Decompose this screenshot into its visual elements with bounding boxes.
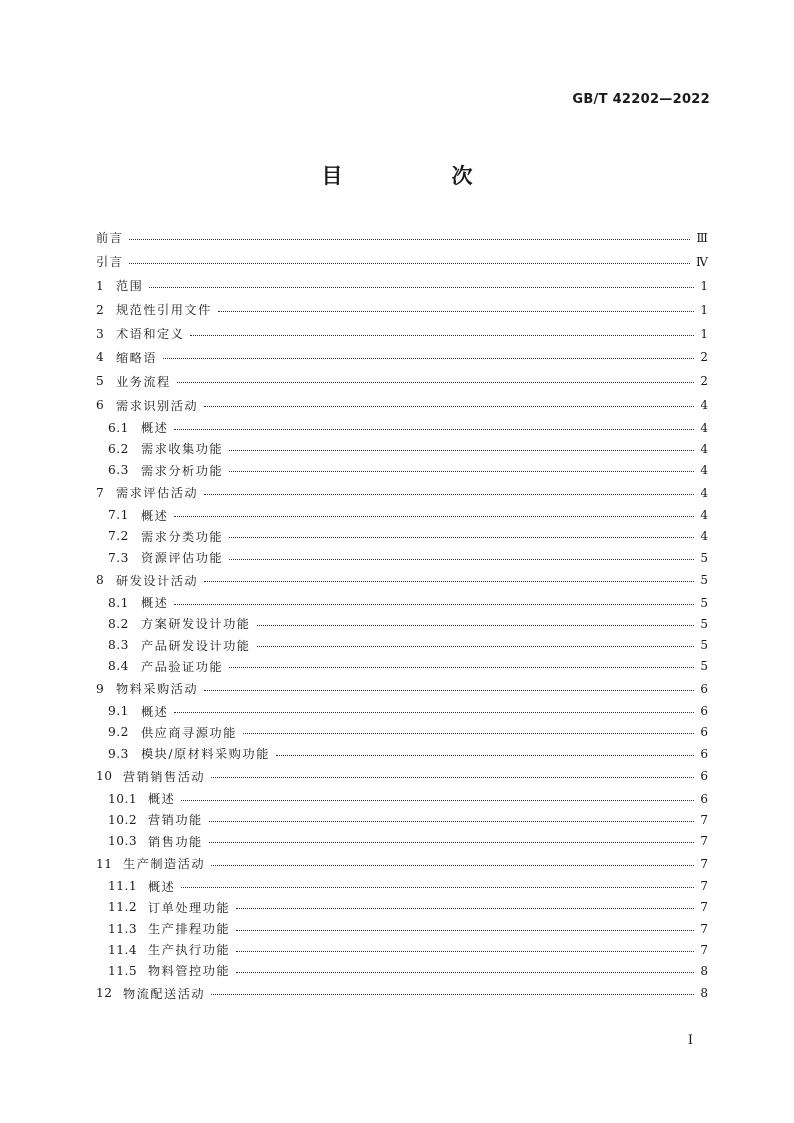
toc-entry-label: 方案研发设计功能 [141, 617, 251, 632]
toc-entry[interactable] [96, 677, 708, 701]
toc-entry-number: 11.1 [108, 879, 138, 894]
toc-entry-number: 4 [96, 350, 105, 365]
toc-entry-page: 6 [700, 704, 708, 719]
toc-entry-label: 生产制造活动 [123, 857, 206, 872]
dot-leader [163, 357, 694, 359]
toc-subentry[interactable] [96, 613, 708, 634]
toc-entry-number: 7 [96, 485, 105, 500]
toc-entry-page: Ⅳ [696, 254, 708, 269]
toc-entry-number: 3 [96, 326, 105, 341]
toc-entry-number: 2 [96, 302, 105, 317]
toc-entry-page: 4 [700, 463, 708, 478]
toc-entry-label: 概述 [141, 508, 169, 523]
toc-entry-page: 7 [700, 879, 708, 894]
dot-leader [236, 950, 694, 952]
toc-entry-number: 1 [96, 278, 105, 293]
dot-leader [181, 886, 694, 888]
toc-entry-number: 6.2 [108, 441, 129, 456]
toc-entry-number: 11 [96, 856, 113, 871]
toc-entry-label: 业务流程 [116, 374, 171, 389]
dot-leader [236, 929, 694, 931]
toc-entry-page: 6 [700, 725, 708, 740]
toc-entry-page: 5 [700, 638, 708, 652]
toc-entry[interactable] [96, 369, 708, 393]
toc-subentry[interactable] [96, 438, 708, 459]
toc-entry-label: 缩略语 [116, 350, 158, 365]
toc-entry-label: 模块/原材料采购功能 [141, 747, 270, 762]
toc-subentry[interactable] [96, 634, 708, 655]
toc-entry-page: 6 [700, 769, 708, 784]
toc-entry-page: 6 [700, 791, 708, 806]
toc-entry-number: 11.3 [108, 921, 138, 936]
toc-subentry[interactable] [96, 547, 708, 568]
toc-entry-number: 10.2 [108, 812, 138, 827]
dot-leader [236, 971, 694, 973]
toc-entry-page: 1 [700, 278, 708, 293]
toc-entry[interactable] [96, 298, 708, 322]
toc-entry-page: 7 [700, 900, 708, 915]
dot-leader [218, 310, 694, 312]
toc-entry-label: 术语和定义 [116, 327, 185, 341]
toc-entry-label: 需求分类功能 [141, 529, 224, 544]
toc-entry-number: 11.2 [108, 900, 138, 915]
toc-entry-number: 9.1 [108, 704, 129, 719]
toc-entry-page: 5 [700, 550, 708, 565]
dot-leader [229, 470, 694, 472]
page-title: 目 次 [321, 164, 517, 188]
toc-entry-page: Ⅲ [696, 230, 708, 245]
toc-entry-page: 2 [700, 350, 708, 365]
toc-entry-label: 物流配送活动 [123, 986, 206, 1001]
dot-leader [229, 666, 694, 668]
toc-entry-page: 4 [700, 485, 708, 500]
toc-entry-label: 产品验证功能 [141, 659, 224, 674]
toc-entry-page: 4 [700, 508, 708, 523]
dot-leader [243, 732, 694, 734]
toc-entry-page: 8 [700, 986, 708, 1001]
toc-entry-number: 9.2 [108, 725, 129, 740]
toc-entry-number: 7.1 [108, 508, 129, 523]
toc-entry-page: 1 [700, 302, 708, 317]
dot-leader [211, 776, 694, 778]
toc-entry-number: 10.1 [108, 791, 138, 806]
toc-entry-page: 7 [700, 921, 708, 936]
toc-entry-label: 概述 [148, 792, 176, 807]
toc-entry-page: 5 [700, 573, 708, 588]
table-of-contents [96, 226, 708, 1005]
toc-entry-label: 引言 [96, 255, 124, 270]
toc-entry-number: 12 [96, 986, 113, 1001]
toc-entry-label: 概述 [141, 421, 169, 436]
toc-entry[interactable] [96, 226, 708, 250]
toc-entry-label: 需求识别活动 [116, 398, 199, 413]
toc-entry-label: 生产执行功能 [148, 943, 231, 958]
toc-entry-label: 营销功能 [148, 813, 203, 828]
toc-entry-page: 4 [700, 420, 708, 435]
toc-entry-page: 6 [700, 746, 708, 761]
dot-leader [190, 334, 694, 336]
dot-leader [204, 580, 694, 582]
dot-leader [204, 493, 694, 495]
toc-entry-page: 5 [700, 595, 708, 610]
toc-entry-number: 8 [96, 573, 105, 588]
toc-entry-page: 1 [700, 326, 708, 341]
toc-entry-number: 6.1 [108, 420, 129, 435]
toc-entry[interactable] [96, 982, 708, 1006]
dot-leader [209, 820, 694, 822]
toc-entry[interactable] [96, 568, 708, 592]
toc-entry-page: 4 [700, 398, 708, 413]
toc-entry-number: 5 [96, 374, 105, 389]
toc-subentry[interactable] [96, 701, 708, 722]
page-folio: I [687, 1033, 693, 1048]
toc-entry-number: 9 [96, 681, 105, 696]
toc-entry-page: 4 [700, 441, 708, 456]
toc-entry-number: 10 [96, 769, 113, 784]
toc-subentry[interactable] [96, 592, 708, 613]
dot-leader [174, 515, 694, 517]
toc-entry-number: 7.2 [108, 529, 129, 544]
toc-entry[interactable] [96, 274, 708, 298]
toc-subentry[interactable] [96, 460, 708, 481]
toc-entry-page: 8 [700, 963, 708, 978]
dot-leader [204, 405, 694, 407]
toc-subentry[interactable] [96, 788, 708, 809]
toc-entry[interactable] [96, 852, 708, 876]
toc-entry-number: 9.3 [108, 746, 129, 761]
toc-entry-label: 订单处理功能 [148, 900, 231, 915]
toc-entry-label: 物料管控功能 [148, 964, 231, 979]
toc-entry-label: 研发设计活动 [116, 573, 199, 588]
toc-entry-page: 5 [700, 616, 708, 631]
toc-entry-label: 供应商寻源功能 [141, 725, 237, 740]
dot-leader [204, 689, 694, 691]
dot-leader [257, 645, 695, 647]
toc-entry-number: 11.4 [108, 942, 138, 957]
toc-entry-label: 需求评估活动 [116, 486, 199, 501]
toc-entry-number: 10.3 [108, 834, 138, 849]
toc-entry-number: 11.5 [108, 963, 138, 978]
standard-code: GB/T 42202—2022 [572, 92, 710, 107]
toc-entry-label: 营销销售活动 [123, 769, 206, 784]
toc-entry-number: 7.3 [108, 550, 129, 565]
toc-entry[interactable] [96, 250, 708, 274]
dot-leader [177, 381, 694, 383]
toc-entry-label: 产品研发设计功能 [141, 638, 251, 653]
toc-entry[interactable] [96, 345, 708, 369]
toc-subentry[interactable] [96, 743, 708, 764]
toc-entry-number: 8.4 [108, 659, 129, 674]
toc-entry-label: 概述 [141, 596, 169, 611]
dot-leader [211, 993, 694, 995]
toc-entry-label: 销售功能 [148, 834, 203, 849]
toc-entry-label: 需求收集功能 [141, 442, 224, 457]
toc-entry-number: 8.1 [108, 595, 129, 610]
toc-entry-page: 7 [700, 942, 708, 957]
dot-leader [174, 711, 694, 713]
toc-subentry[interactable] [96, 656, 708, 677]
toc-subentry[interactable] [96, 722, 708, 743]
toc-entry-label: 概述 [148, 879, 176, 894]
toc-subentry[interactable] [96, 831, 708, 852]
toc-entry-label: 概述 [141, 704, 169, 719]
toc-subentry[interactable] [96, 809, 708, 830]
toc-entry-number: 6 [96, 398, 105, 413]
dot-leader [211, 864, 694, 866]
toc-entry-label: 范围 [116, 279, 144, 294]
dot-leader [174, 603, 694, 605]
toc-entry[interactable] [96, 393, 708, 417]
toc-subentry[interactable] [96, 939, 708, 960]
toc-subentry[interactable] [96, 417, 708, 438]
toc-entry-page: 4 [700, 529, 708, 544]
dot-leader [149, 286, 694, 288]
dot-leader [257, 624, 695, 626]
toc-entry[interactable] [96, 481, 708, 505]
toc-entry-number: 8.2 [108, 616, 129, 631]
dot-leader [129, 262, 690, 264]
toc-entry-label: 前言 [96, 231, 124, 246]
toc-entry-label: 规范性引用文件 [116, 303, 212, 318]
toc-subentry[interactable] [96, 505, 708, 526]
toc-entry-page: 5 [700, 659, 708, 674]
toc-subentry[interactable] [96, 918, 708, 939]
toc-entry-page: 2 [700, 374, 708, 389]
toc-entry-label: 需求分析功能 [141, 463, 224, 478]
dot-leader [181, 799, 694, 801]
dot-leader [236, 907, 694, 909]
toc-entry[interactable] [96, 322, 708, 346]
toc-subentry[interactable] [96, 526, 708, 547]
toc-entry-page: 6 [700, 681, 708, 696]
dot-leader [209, 841, 694, 843]
toc-entry-label: 资源评估功能 [141, 551, 224, 566]
dot-leader [129, 238, 690, 240]
dot-leader [229, 558, 694, 560]
toc-entry-number: 8.3 [108, 638, 129, 652]
toc-subentry[interactable] [96, 876, 708, 897]
toc-subentry[interactable] [96, 897, 708, 918]
toc-subentry[interactable] [96, 960, 708, 981]
toc-entry-page: 7 [700, 812, 708, 827]
dot-leader [276, 754, 694, 756]
dot-leader [174, 428, 694, 430]
toc-entry-label: 物料采购活动 [116, 682, 199, 697]
dot-leader [229, 536, 694, 538]
toc-entry[interactable] [96, 764, 708, 788]
toc-entry-page: 7 [700, 856, 708, 871]
toc-entry-page: 7 [700, 834, 708, 849]
toc-entry-number: 6.3 [108, 463, 129, 478]
toc-entry-label: 生产排程功能 [148, 922, 231, 937]
dot-leader [229, 449, 694, 451]
